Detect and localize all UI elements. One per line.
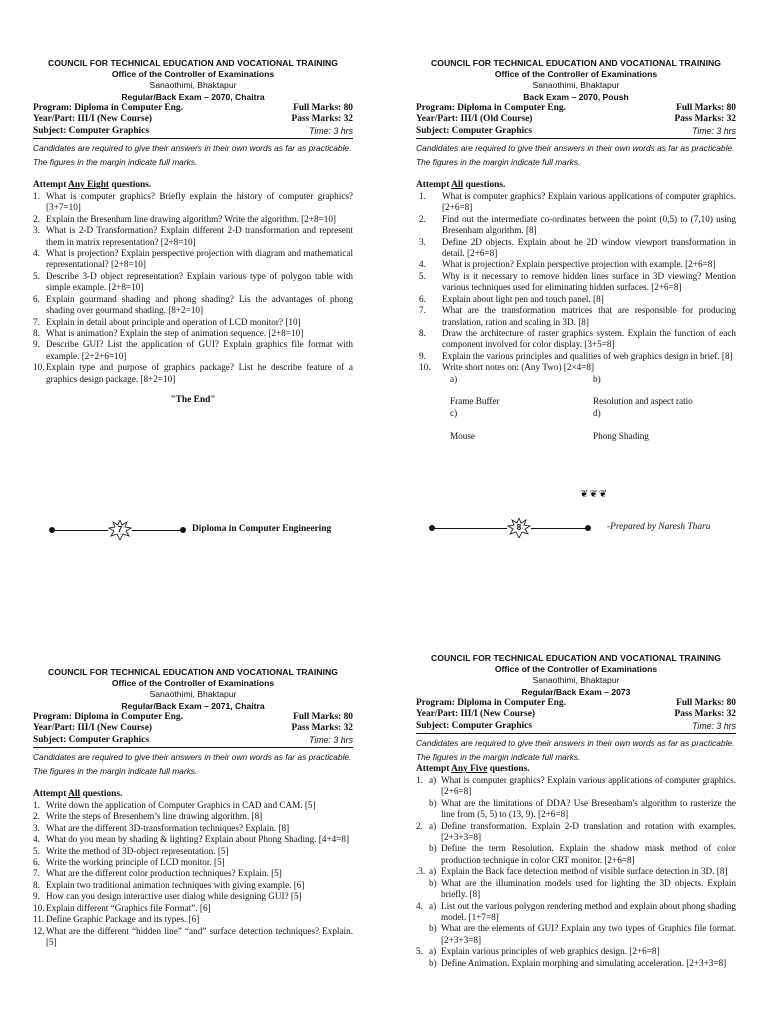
- attempt-instruction: Attempt Any Eight questions.: [33, 180, 152, 191]
- question-item: 4. What do you mean by shading & lighting? Explain about Phong Shading. [4+4=8]: [33, 834, 350, 845]
- council-name: COUNCIL FOR TECHNICAL EDUCATION AND VOCATIONAL TRAINING: [48, 58, 338, 68]
- exam-title: Back Exam – 2070, Poush: [523, 91, 629, 102]
- attempt-instruction: Attempt All questions.: [33, 789, 123, 800]
- office-name: Office of the Controller of Examinations: [111, 678, 275, 689]
- question-item: 1. a) What is computer graphics? Explain various applications of computer graphics. [2+6=8] b) What are the limitations of DDA? Use Bresenham's algorithm to rasterize the line from (5, 5) to (13, 9). [2+6=8]: [416, 775, 736, 820]
- question-item: 9. How can you design interactive user dialog while designing GUI? [5]: [33, 891, 302, 902]
- footer-line: [432, 528, 507, 529]
- question-part: a) Explain the Back face detection method of visible surface detection in 3D. [8]: [429, 866, 728, 877]
- time: Time: 3 hrs: [309, 125, 353, 136]
- page-number: 8: [516, 523, 522, 532]
- question-item: 9. Describe GUI? List the application of GUI? Explain graphics file format with example. [2+2+6=10]: [33, 339, 353, 361]
- divider: [33, 138, 353, 139]
- question-item: 1. What is computer graphics? Explain various applications of computer graphics. [2+6=8]: [419, 191, 736, 213]
- page-star-icon: [507, 518, 531, 538]
- program: Program: Diploma in Computer Eng.: [33, 711, 183, 722]
- attempt-instruction: Attempt Any Five questions.: [416, 764, 530, 775]
- footer-text: Diploma in Computer Engineering: [192, 524, 332, 534]
- exam-title: Regular/Back Exam – 2070, Chaitra: [121, 91, 265, 102]
- question-item: 5. Describe 3-D object representation? Explain various type of polygon table with simple example. [2+8=10]: [33, 270, 353, 293]
- short-note-options: [416, 374, 736, 442]
- option-item: c) Mouse: [450, 407, 476, 441]
- pass-marks: Pass Marks: 32: [291, 723, 353, 734]
- page-number: 7: [117, 525, 123, 534]
- office-name: Office of the Controller of Examinations: [111, 69, 275, 80]
- exam-paper-2073: [416, 653, 736, 969]
- full-marks: Full Marks: 80: [676, 102, 736, 113]
- question-item: 2. a) Define transformation. Explain 2-D translation and rotation with examples. [2+3+3=8] b) Define the term Resolution. Explain the shadow mask method of color production technique in color CRT monitor. [2+6=8]: [416, 820, 736, 865]
- question-part: b) What are the elements of GUI? Explain any two types of Graphics file format. [2+3+3=8]: [429, 923, 736, 945]
- location: Sanaothimi, Bhaktapur: [149, 80, 237, 91]
- question-item: .3. a) Explain the Back face detection method of visible surface detection in 3D. [8] b) What are the illumination models used for lighting the 3D objects. Explain briefly. [8]: [416, 866, 736, 900]
- year-part: Year/Part: III/I (Old Course): [416, 114, 533, 125]
- footer-dot: [180, 527, 186, 533]
- question-item: 10. Write short notes on: (Any Two) [2×4=8]: [419, 362, 595, 373]
- time: Time: 3 hrs: [692, 720, 736, 731]
- instructions-note: Candidates are required to give their answers in their own words as far as practicable. The figures in the margin indicate full marks.: [416, 738, 735, 763]
- question-item: 8. Explain two traditional animation techniques with giving example. [6]: [33, 879, 305, 890]
- divider: [33, 747, 353, 748]
- council-name: COUNCIL FOR TECHNICAL EDUCATION AND VOCATIONAL TRAINING: [431, 58, 721, 68]
- pass-marks: Pass Marks: 32: [674, 114, 736, 125]
- meta-row-subject: [416, 126, 736, 137]
- footer-line: [531, 528, 585, 529]
- question-item: 4. What is projection? Explain perspective projection with diagram and mathematical representational? [2+8=10]: [33, 248, 353, 270]
- location: Sanaothimi, Bhaktapur: [149, 689, 237, 700]
- full-marks: Full Marks: 80: [293, 102, 353, 113]
- location: Sanaothimi, Bhaktapur: [532, 80, 620, 91]
- question-item: 1. What is computer graphics? Briefly explain the history of computer graphics? [3+7=10]: [33, 191, 353, 213]
- subject: Subject: Computer Graphics: [416, 125, 532, 136]
- exam-title: Regular/Back Exam – 2071, Chaitra: [121, 700, 265, 711]
- paper-header: [416, 653, 736, 698]
- question-list: [416, 775, 736, 969]
- pass-marks: Pass Marks: 32: [674, 709, 736, 720]
- question-part: b) What are the illumination models used for lighting the 3D objects. Explain briefly. [8]: [429, 877, 736, 900]
- question-item: 6. Explain about light pen and touch panel. [8]: [419, 293, 604, 304]
- year-part: Year/Part: III/I (New Course): [33, 114, 152, 125]
- full-marks: Full Marks: 80: [293, 711, 353, 722]
- meta-row-program: [416, 103, 736, 114]
- question-part: a) What is computer graphics? Explain various applications of computer graphics. [2+6=8]: [429, 775, 736, 797]
- question-item: 7. What are the different color production techniques? Explain. [5]: [33, 868, 282, 879]
- year-part: Year/Part: III/I (New Course): [416, 709, 535, 720]
- question-item: 6. Write the working principle of LCD monitor. [5]: [33, 857, 225, 868]
- meta-row-year: [33, 114, 353, 125]
- meta-row-year: [33, 723, 353, 734]
- subject: Subject: Computer Graphics: [33, 734, 149, 745]
- year-part: Year/Part: III/I (New Course): [33, 723, 152, 734]
- question-part: a) List out the various polygon rendering method and explain about phong shading model. [1+7=8]: [429, 900, 736, 922]
- paper-header: [33, 667, 353, 712]
- question-item: 2. Write the steps of Bresenhem’s line drawing algorithm. [8]: [33, 811, 263, 822]
- meta-row-year: [416, 709, 736, 720]
- program: Program: Diploma in Computer Eng.: [33, 102, 183, 113]
- meta-row-subject: [33, 735, 353, 746]
- question-part: b) Define the term Resolution. Explain the shadow mask method of color production technique in color CRT monitor. [2+6=8]: [429, 843, 736, 865]
- council-name: COUNCIL FOR TECHNICAL EDUCATION AND VOCATIONAL TRAINING: [431, 653, 721, 663]
- question-list: [33, 191, 353, 385]
- subject: Subject: Computer Graphics: [416, 720, 532, 731]
- subject: Subject: Computer Graphics: [33, 125, 149, 136]
- full-marks: Full Marks: 80: [676, 697, 736, 708]
- question-item: 10. Explain different “Graphics file Format”. [6]: [33, 902, 211, 913]
- council-name: COUNCIL FOR TECHNICAL EDUCATION AND VOCATIONAL TRAINING: [48, 667, 338, 677]
- pass-marks: Pass Marks: 32: [291, 114, 353, 125]
- attempt-instruction: Attempt All questions.: [416, 180, 506, 191]
- program: Program: Diploma in Computer Eng.: [416, 102, 566, 113]
- meta-row-program: [33, 103, 353, 114]
- question-item: 12. What are the different “hidden line” “and” surface detection techniques? Explain. [5]: [33, 925, 353, 947]
- question-part: b) Define Animation. Explain morphing and simulating acceleration. [2+3+3=8]: [429, 957, 727, 968]
- question-part: a) Define transformation. Explain 2-D translation and rotation with examples. [2+3+3=8]: [429, 820, 736, 843]
- footer-text: -Prepared by Naresh Tharu: [607, 522, 711, 532]
- question-item: 3. What are the different 3D-transformation techniques? Explain. [8]: [33, 822, 290, 833]
- question-item: 8. Draw the architecture of raster graphics system. Explain the function of each component involved for color display. [3+5=8]: [419, 327, 736, 350]
- question-list: [33, 800, 353, 948]
- exam-paper-2070-poush: [416, 58, 736, 442]
- footer-line: [132, 530, 180, 531]
- meta-row-program: [416, 698, 736, 709]
- time: Time: 3 hrs: [692, 125, 736, 136]
- question-item: 4. a) List out the various polygon rendering method and explain about phong shading model. [1+7=8] b) What are the elements of GUI? Explain any two types of Graphics file format. [2+3+3=8]: [416, 900, 736, 945]
- question-item: 10. Explain type and purpose of graphics package? List he describe feature of a graphics design package. [8+2=10]: [33, 362, 353, 384]
- exam-paper-2071-chaitra: [33, 667, 353, 948]
- exam-title: Regular/Back Exam – 2073: [521, 686, 631, 697]
- paper-header: [33, 58, 353, 103]
- footer-page-7: [46, 520, 346, 540]
- question-item: 1. Write down the application of Computer Graphics in CAD and CAM. [5]: [33, 800, 316, 811]
- instructions-note: Candidates are required to give their answers in their own words as far as practicable. The figures in the margin indicate full marks.: [416, 143, 735, 168]
- exam-paper-2070-chaitra: [33, 58, 353, 405]
- question-item: 9. Explain the various principles and qualities of web graphics design in brief. [8]: [419, 350, 733, 361]
- question-item: 4. What is projection? Explain perspective projection with example. [2+6=8]: [419, 259, 716, 270]
- divider: [416, 733, 736, 734]
- option-item: a) Frame Buffer: [450, 373, 500, 407]
- question-item: 5. a) Explain various principles of web graphics design. [2+6=8] b) Define Animation. Explain morphing and simulating acceleration. [2+3+3=8]: [416, 946, 736, 969]
- time: Time: 3 hrs: [309, 734, 353, 745]
- instructions-note: Candidates are required to give their answers in their own words as far as practicable. The figures in the margin indicate full marks.: [33, 752, 352, 777]
- question-item: 5. Write the method of 3D-object representation. [5]: [33, 845, 229, 856]
- question-item: 3. What is 2-D Transformation? Explain different 2-D transformation and represent them in matrix representation? [2+8=10]: [33, 225, 353, 247]
- paper-header: [416, 58, 736, 103]
- question-item: 7. Explain in detail about principle and operation of LCD monitor? [10]: [33, 316, 301, 327]
- meta-row-subject: [416, 721, 736, 732]
- location: Sanaothimi, Bhaktapur: [532, 675, 620, 686]
- question-item: 6. Explain gourmand shading and phong shading? Lis the advantages of phong shading over gourmand shading. [8+2=10]: [33, 293, 353, 316]
- meta-row-subject: [33, 126, 353, 137]
- office-name: Office of the Controller of Examinations: [494, 664, 658, 675]
- question-item: 8. What is animation? Explain the step of animation sequence. [2+8=10]: [33, 327, 304, 338]
- the-end: "The End": [170, 394, 216, 405]
- question-part: a) Explain various principles of web graphics design. [2+6=8]: [429, 946, 660, 957]
- meta-row-program: [33, 712, 353, 723]
- question-item: 2. Explain the Bresenham line drawing algorithm? Write the algorithm. [2+8=10]: [33, 213, 336, 224]
- divider: [416, 138, 736, 139]
- ornament-icon: ❦❦❦: [580, 489, 609, 500]
- instructions-note: Candidates are required to give their answers in their own words as far as practicable. The figures in the margin indicate full marks.: [33, 143, 352, 168]
- meta-row-year: [416, 114, 736, 125]
- option-item: b) Resolution and aspect ratio: [593, 373, 693, 407]
- question-item: 11. Define Graphic Package and its types. [6]: [33, 914, 200, 925]
- question-item: 3. Define 2D objects. Explain about he 2D window viewport transformation in detail. [2+6=8]: [419, 236, 736, 259]
- question-item: 2. Find out the intermediate co-ordinates between the point (0,5) to (7,10) using Bresenham algorithm. [8]: [419, 213, 736, 236]
- footer-line: [52, 530, 108, 531]
- page-star-icon: [108, 520, 132, 540]
- question-part: b) What are the limitations of DDA? Use Bresenham's algorithm to rasterize the line from (5, 5) to (13, 9). [2+6=8]: [429, 797, 736, 820]
- question-item: 7. What are the transformation matrices that are responsible for producing translation, ration and scaling in 3D. [8]: [419, 305, 736, 327]
- footer-dot: [585, 525, 591, 531]
- office-name: Office of the Controller of Examinations: [494, 69, 658, 80]
- question-list: [416, 191, 736, 374]
- option-item: d) Phong Shading: [593, 407, 649, 441]
- program: Program: Diploma in Computer Eng.: [416, 697, 566, 708]
- footer-page-8: [416, 518, 736, 538]
- question-item: 5. Why is it necessary to remove hidden lines surface in 3D viewing? Mention various techniques used for eliminating hidden surfaces. [2+6=8]: [419, 270, 736, 293]
